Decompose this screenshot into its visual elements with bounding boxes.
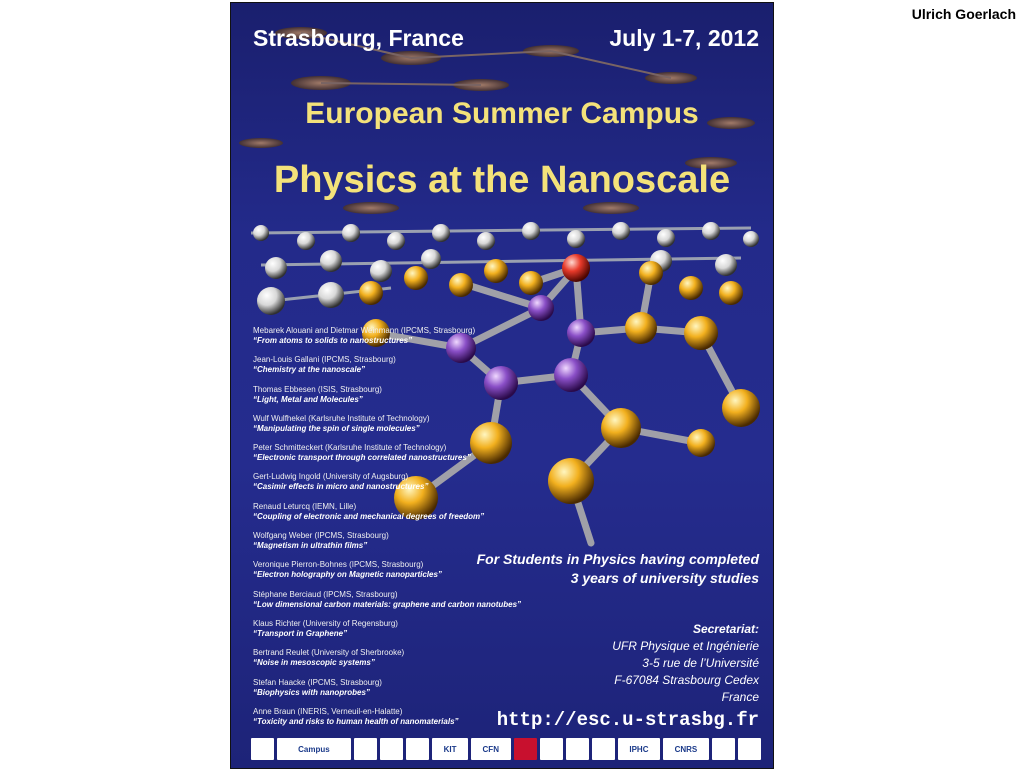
- secretariat-line: France: [721, 690, 759, 704]
- talk-title: “Transport in Graphene”: [253, 628, 348, 638]
- speaker-name: Thomas Ebbesen (ISIS, Strasbourg): [253, 384, 382, 394]
- speaker-entry: [253, 648, 573, 677]
- sponsor-logo-strip: [251, 738, 761, 760]
- talk-title: “Biophysics with nanoprobes”: [253, 687, 370, 697]
- talk-title: “Electron holography on Magnetic nanoparticles”: [253, 570, 442, 580]
- speaker-name: Stefan Haacke (IPCMS, Strasbourg): [253, 677, 382, 687]
- speaker-entry: [253, 502, 573, 531]
- talk-title: “From atoms to solids to nanostructures”: [253, 336, 413, 345]
- event-dates: July 1-7, 2012: [609, 25, 759, 51]
- speaker-name: Veronique Pierron-Bohnes (IPCMS, Strasbourg): [253, 560, 424, 570]
- talk-title: “Magnetism in ultrathin films”: [253, 541, 368, 551]
- audience-line-2: 3 years of university studies: [570, 570, 759, 586]
- speaker-entry: [253, 678, 573, 707]
- speaker-entry: [253, 385, 573, 414]
- speaker-name: Peter Schmitteckert (Karlsruhe Institute of Technology): [253, 443, 447, 453]
- slide-author: Ulrich Goerlach: [911, 6, 1016, 22]
- talk-title: “Coupling of electronic and mechanical degrees of freedom”: [253, 511, 485, 521]
- speaker-name: Wolfgang Weber (IPCMS, Strasbourg): [253, 531, 389, 541]
- speaker-entry: [253, 590, 573, 619]
- sponsor-logo: [592, 738, 615, 760]
- speaker-list: [253, 326, 573, 736]
- speaker-name: Renaud Leturcq (IEMN, Lille): [253, 501, 357, 511]
- secretariat-line: UFR Physique et Ingénierie: [612, 639, 759, 653]
- sponsor-logo: [540, 738, 563, 760]
- secretariat-line: 3-5 rue de l’Université: [642, 656, 759, 670]
- sponsor-logo: [380, 738, 403, 760]
- speaker-name: Gert-Ludwig Ingold (University of Augsburg): [253, 472, 409, 482]
- talk-title: “Chemistry at the nanoscale”: [253, 365, 366, 375]
- sponsor-logo: [354, 738, 377, 760]
- sponsor-logo: [406, 738, 429, 760]
- speaker-name: Stéphane Berciaud (IPCMS, Strasbourg): [253, 589, 398, 599]
- audience-line-1: For Students in Physics having completed: [476, 551, 759, 567]
- talk-title: “Electronic transport through correlated nanostructures”: [253, 453, 471, 463]
- talk-title: “Toxicity and risks to human health of nanomaterials”: [253, 716, 459, 726]
- poster-subtitle: Physics at the Nanoscale: [273, 159, 731, 201]
- secretariat-line: F-67084 Strasbourg Cedex: [614, 673, 759, 687]
- speaker-name: Klaus Richter (University of Regensburg): [253, 618, 398, 628]
- talk-title: “Noise in mesoscopic systems”: [253, 658, 375, 668]
- speaker-entry: [253, 355, 573, 384]
- sponsor-logo-cnrs: CNRS: [663, 738, 709, 760]
- sponsor-logo: [738, 738, 761, 760]
- sponsor-logo-kit: KIT: [432, 738, 468, 760]
- sponsor-logo-campus: Campus: [277, 738, 351, 760]
- talk-title: “Manipulating the spin of single molecules”: [253, 423, 420, 433]
- speaker-name: Jean-Louis Gallani (IPCMS, Strasbourg): [253, 355, 396, 365]
- sponsor-logo-iphc: IPHC: [618, 738, 660, 760]
- sponsor-logo: [514, 738, 537, 760]
- sponsor-logo: [712, 738, 735, 760]
- event-location: Strasbourg, France: [253, 25, 464, 51]
- speaker-entry: [253, 619, 573, 648]
- speaker-entry: [253, 472, 573, 501]
- speaker-entry: [253, 414, 573, 443]
- speaker-name: Anne Braun (INERIS, Verneuil-en-Halatte): [253, 706, 403, 716]
- speaker-name: Mebarek Alouani and Dietmar Weinmann (IPCMS, Strasbourg): [253, 326, 476, 335]
- talk-title: “Low dimensional carbon materials: graphene and carbon nanotubes”: [253, 599, 522, 609]
- talk-title: “Casimir effects in micro and nanostructures”: [253, 482, 429, 492]
- audience-statement: [477, 550, 759, 588]
- poster-title: European Summer Campus: [305, 97, 699, 130]
- speaker-entry: [253, 326, 573, 355]
- secretariat-heading: Secretariat:: [692, 622, 759, 636]
- sponsor-logo: [566, 738, 589, 760]
- speaker-name: Bertrand Reulet (University of Sherbrooke): [253, 648, 405, 658]
- conference-poster: [230, 2, 774, 769]
- website-url[interactable]: http://esc.u-strasbg.fr: [496, 709, 759, 731]
- speaker-entry: [253, 443, 573, 472]
- secretariat-address: [612, 621, 759, 706]
- sponsor-logo-cfn: CFN: [471, 738, 511, 760]
- sponsor-logo: [251, 738, 274, 760]
- talk-title: “Light, Metal and Molecules”: [253, 394, 363, 404]
- speaker-name: Wulf Wulfhekel (Karlsruhe Institute of Technology): [253, 413, 430, 423]
